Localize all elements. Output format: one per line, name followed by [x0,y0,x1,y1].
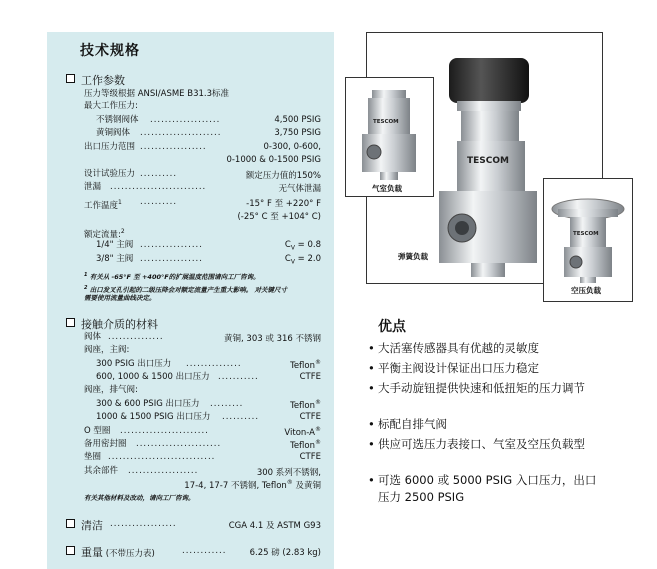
oring-label: O 型圈 [84,426,111,436]
advantages-title: 优点 [378,319,406,335]
flow-label [84,226,125,241]
leader-dots: ............... [108,332,164,342]
advantage-item [368,436,608,453]
leader-dots: .......... [140,169,178,179]
bullet-icon: • [368,341,375,355]
leader-dots: .................. [110,519,177,529]
temp-label-text: 工作温度 [84,200,119,211]
temp-label [84,197,122,212]
ss-body-value: 4,500 PSIG [274,115,321,125]
seat3-value [290,399,321,411]
leader-dots: ........................ [120,426,209,436]
advantage-text: 大活塞传感器具有优越的灵敏度 [378,341,539,355]
flow-2-label: 3/8" 主阀 [96,254,134,264]
dome-loaded-regulator-image [346,78,433,196]
leader-dots: ...................... [140,128,222,138]
footnote-2-text: 出口发叉孔引起的二级压降会对额定流量产生重大影响。 对关键尺寸 [87,286,288,295]
flow-2-value [285,254,321,266]
advantage-text: 可选 6000 或 5000 PSIG 入口压力，出口压力 2500 PSIG [378,473,597,504]
checkbox-icon [66,318,75,327]
checkbox-icon [66,74,75,83]
footnote-1 [84,271,260,282]
bullet-icon: • [368,381,375,395]
other-value-2-tail: 及黄铜 [292,481,321,491]
leader-dots: ............ [182,546,227,556]
advantage-text: 大手动旋钮提供快速和低扭矩的压力调节 [378,381,585,395]
flow-label-text: 额定流量: [84,229,121,240]
materials-heading [66,316,158,332]
leader-dots: ......... [210,399,244,409]
seat1-value [290,359,321,371]
operating-heading [66,72,125,88]
air-loaded-regulator-image [544,179,632,301]
other-value-1: 300 系列不锈钢, [256,468,321,478]
seat2-value: CTFE [299,372,321,382]
backup-value-text: Teflon [290,440,315,451]
leader-dots: .......... [222,412,260,422]
flow-1-number: = 0.8 [294,240,321,250]
test-pressure-value: 额定压力值的150% [245,171,321,181]
test-pressure-label: 设计试验压力 [84,169,136,179]
bullet-icon: • [368,361,375,375]
leader-dots: .......................... [110,182,207,192]
brass-body-label: 黄铜阀体 [96,128,131,138]
registered-mark: ® [315,399,321,406]
checkbox-icon [66,546,75,555]
leader-dots: ................... [128,466,199,476]
seat1-label: 300 PSIG 出口压力 [96,359,172,369]
flow-1-value [285,240,321,252]
body-label: 阀体 [84,332,102,342]
outlet-range-value-1: 0-300, 0-600, [263,142,321,152]
bullet-icon: • [368,437,375,451]
brand-logo-text: TESCOM [373,119,399,125]
weight-heading [66,544,155,560]
max-pressure-label: 最大工作压力: [84,101,138,111]
oring-value [284,426,321,438]
seat2-label: 600, 1000 & 1500 出口压力 [96,372,210,382]
brass-body-value: 3,750 PSIG [274,128,321,138]
footnote-2-mark: 2 [84,285,88,291]
cv-subscript: V [290,244,295,252]
leader-dots: ............... [186,359,242,369]
dome-loaded-photo [345,77,434,197]
brand-logo-text: TESCOM [467,156,509,166]
seat1-value-text: Teflon [290,360,315,371]
leakage-label: 泄漏 [84,182,102,192]
air-loaded-photo [543,178,633,302]
spec-title: 技术规格 [80,43,140,59]
weight-value: 6.25 磅 (2.83 kg) [249,548,321,558]
advantage-item [368,472,608,506]
flow-2-number: = 2.0 [294,254,321,264]
brand-logo-text: TESCOM [573,231,599,237]
oring-value-text: Viton-A [284,427,315,438]
operating-heading-text: 工作参数 [81,74,125,87]
ss-body-label: 不锈钢阀体 [96,115,139,125]
flow-footnote-mark: 2 [120,228,125,235]
registered-mark: ® [315,426,321,433]
cv-symbol: C [284,240,291,250]
cleaning-heading-text: 清洁 [81,519,103,532]
advantage-text: 供应可选压力表接口、气室及空压负载型 [378,437,585,451]
leader-dots: ................... [150,115,221,125]
seat4-label: 1000 & 1500 PSIG 出口压力 [96,412,211,422]
advantage-text: 标配自排气阀 [378,417,447,431]
materials-note: 有关其他材料及改动，请向工厂咨询。 [84,494,195,502]
leader-dots: .................. [140,142,207,152]
leader-dots: ........... [218,372,259,382]
leakage-value: 无气体泄漏 [278,184,321,194]
body-value: 黄铜, 303 或 316 不锈钢 [224,334,321,344]
cv-symbol: C [284,254,291,264]
temp-footnote-mark: 1 [118,199,122,206]
bullet-icon: • [368,417,375,431]
footnote-2-cont: 需要使用流量曲线决定。 [84,294,156,302]
outlet-range-value-2: 0-1000 & 0-1500 PSIG [226,155,321,165]
other-label: 其余部件 [84,466,119,476]
advantage-item [368,360,608,377]
seat4-value: CTFE [299,412,321,422]
backup-value [290,439,321,451]
backup-label: 备用密封圈 [84,439,127,449]
advantage-item [368,380,608,397]
leader-dots: ................. [140,254,203,264]
gasket-value: CTFE [299,452,321,462]
cleaning-value: CGA 4.1 及 ASTM G93 [228,521,321,531]
checkbox-icon [66,519,75,528]
registered-mark: ® [315,439,321,446]
leader-dots: .......... [140,197,178,207]
advantage-item [368,340,608,357]
temp-value-f: -15° F 至 +220° F [246,199,321,209]
advantage-item [368,416,608,433]
leader-dots: ................. [140,240,203,250]
pressure-rating: 压力等级根据 ANSI/ASME B31.3标准 [84,89,230,99]
dome-loaded-caption: 气室负载 [372,184,402,193]
seat-exhaust-label: 阀座，排气阀: [84,385,138,395]
cleaning-heading [66,517,103,533]
seat-main-label: 阀座，主阀: [84,345,130,355]
other-value-2-text: 17-4, 17-7 不锈钢, Teflon [184,481,287,491]
outlet-range-label: 出口压力范围 [84,142,136,152]
seat3-value-text: Teflon [290,400,315,411]
gasket-label: 垫圈 [84,452,102,462]
leader-dots: ....................... [136,439,222,449]
spring-loaded-caption: 弹簧负载 [398,252,428,261]
temp-value-c: (-25° C 至 +104° C) [237,212,321,222]
cv-subscript: V [290,258,295,266]
footnote-1-mark: 1 [84,272,88,278]
advantage-text: 平衡主阀设计保证出口压力稳定 [378,361,539,375]
registered-mark: ® [315,359,321,366]
other-value-2 [184,479,321,491]
seat3-label: 300 & 600 PSIG 出口压力 [96,399,200,409]
registered-mark: ® [286,479,293,487]
flow-1-label: 1/4" 主阀 [96,240,134,250]
bullet-icon: • [368,473,375,487]
materials-heading-text: 接触介质的材料 [81,318,158,331]
weight-sub: (不带压力表) [103,549,155,559]
leader-dots: ............................. [108,452,216,462]
weight-heading-text: 重量 [81,546,103,559]
air-loaded-caption: 空压负载 [571,286,601,295]
footnote-1-text: 有关从 -65°F 至 +400°F的扩展温度范围请向工厂咨询。 [87,273,260,282]
